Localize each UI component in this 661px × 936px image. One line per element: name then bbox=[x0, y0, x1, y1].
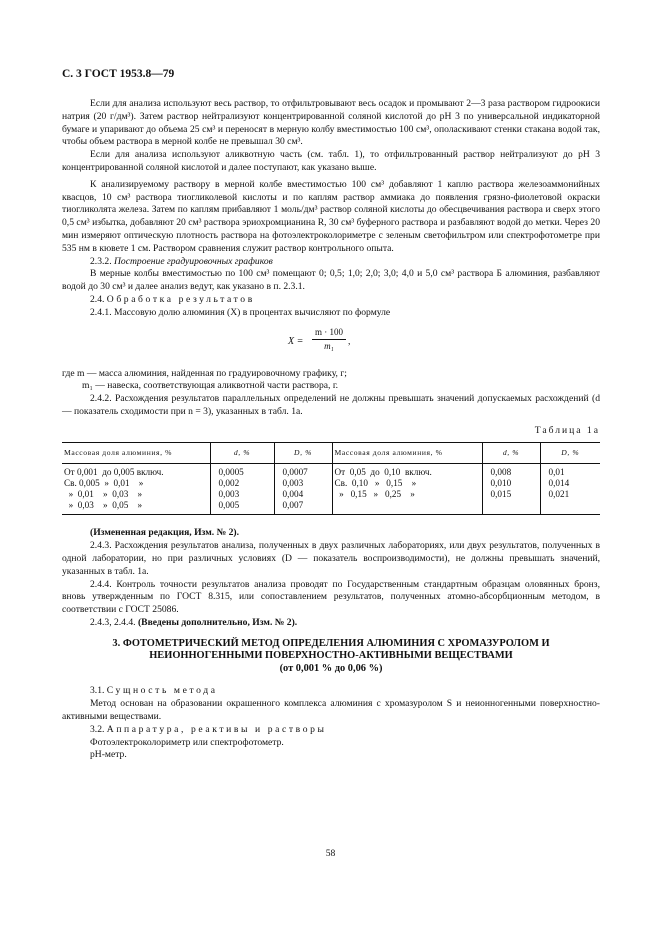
title-line: 3. ФОТОМЕТРИЧЕСКИЙ МЕТОД ОПРЕДЕЛЕНИЯ АЛЮМИНИЯ С ХРОМАЗУРОЛОМ И bbox=[112, 637, 550, 649]
paragraph: Фотоэлектроколориметр или спектрофотометр. bbox=[90, 736, 284, 748]
column-header: Массовая доля алюминия, % bbox=[332, 442, 482, 464]
value: 0,005 bbox=[218, 500, 240, 511]
paragraph: pH-метр. bbox=[90, 749, 127, 761]
value: 0,003 bbox=[218, 489, 240, 500]
value: 0,0005 bbox=[218, 467, 244, 478]
title-line: НЕИОННОГЕННЫМИ ПОВЕРХНОСТНО-АКТИВНЫМИ ВЕЩЕСТВАМИ bbox=[149, 650, 513, 662]
value: 0,010 bbox=[490, 478, 512, 489]
range-line: » 0,01 » 0,03 » bbox=[64, 489, 143, 500]
note-text: (Введены дополнительно, Изм. № 2). bbox=[137, 616, 298, 628]
section-heading-2-3-2 bbox=[62, 256, 600, 269]
value: 0,0007 bbox=[282, 467, 308, 478]
range-line: » 0,15 » 0,25 » bbox=[334, 489, 415, 500]
formula-definitions bbox=[62, 368, 600, 394]
paragraph: Если для анализа используют аликвотную часть (см. табл. 1), то отфильтрованный раствор нейтрализуют до pH 3 концентрированной соляной кислотой и далее поступают, как указано выше. bbox=[62, 149, 600, 173]
table-cell-d-left bbox=[210, 464, 274, 515]
section-number: 2.4.3, 2.4.4. bbox=[90, 616, 136, 628]
value: 0,007 bbox=[282, 500, 304, 511]
section-number: 2.4. bbox=[90, 293, 105, 305]
value: 0,004 bbox=[282, 489, 304, 500]
column-header: D, % bbox=[274, 442, 332, 464]
paragraph: В мерные колбы вместимостью по 100 см³ помещают 0; 0,5; 1,0; 2,0; 3,0; 4,0 и 5,0 см³ раствора Б алюминия, разбавляют водой до 30 см³ и далее анализ ведут, как указано в п. 2.3.1. bbox=[62, 268, 600, 293]
formula-tail: , bbox=[348, 335, 351, 347]
table-caption: Таблица 1а bbox=[534, 424, 600, 436]
section-number: 3.1. bbox=[90, 685, 105, 697]
formula-numerator: m · 100 bbox=[312, 326, 346, 341]
section-number: 3.2. bbox=[90, 723, 105, 735]
section-title: Обработка результатов bbox=[106, 293, 255, 305]
section-title: Построение градуировочных графиков bbox=[114, 255, 273, 267]
range-line: Св. 0,10 » 0,15 » bbox=[334, 478, 417, 489]
formula bbox=[62, 324, 600, 364]
column-header: d, % bbox=[210, 442, 274, 464]
page-header: С. 3 ГОСТ 1953.8—79 bbox=[62, 68, 175, 80]
paragraph: Если для анализа используют весь раствор, то отфильтровывают весь осадок и промывают 2—3 раза раствором гидроокиси натрия (20 г/дм³). Затем раствор нейтрализуют концентрированной соляной кислотой до pH 3 по универсальной индикаторной бумаге и упаривают до объема 25 см³ и переносят в мерную колбу вместимостью 100 см³, ополаскивают стенки стакана водой так, чтобы объем раствора в мерной колбе не превышал 30 см³. bbox=[62, 98, 600, 148]
paragraph: К анализируемому раствору в мерной колбе вместимостью 100 см³ добавляют 1 каплю раствора железоаммонийных квасцов, 10 см³ раствора тиогликолевой кислоты и по каплям раствор аммиака до появления грязно-фиолетовой окраски тиогликолята железа. Затем по каплям прибавляют 1 моль/дм³ раствор соляной кислоты до обесцвечивания раствора и сверх этого 0,5 см³ избытка, добавляют 20 см³ раствора эриохромцианина R, 30 см³ буферного раствора и разбавляют водой до метки. Через 20 мин измеряют оптическую плотность раствора на фотоэлектроколориметре с зеленым светофильтром или спектрофотометре при 535 нм в кювете 1 см. Раствором сравнения служит раствор контрольного опыта. bbox=[62, 178, 600, 254]
paragraph: 2.4.1. Массовую долю алюминия (X) в процентах вычисляют по формуле bbox=[90, 306, 391, 318]
section-heading-3-2 bbox=[62, 724, 600, 737]
table-header-row bbox=[62, 442, 600, 464]
paragraph: 2.4.4. Контроль точности результатов анализа проводят по Государственным стандартным образцам оловянных бронз, вновь утвержденным по ГОСТ 8.315, или сопоставлением результатов, полученных атомно-абсорбционным методом, в соответствии с ГОСТ 25086. bbox=[62, 578, 600, 616]
tolerance-table bbox=[62, 442, 600, 516]
table-cell-range-right bbox=[332, 464, 482, 515]
column-header: D, % bbox=[540, 442, 600, 464]
definition-line: m₁ — навеска, соответствующая аликвотной части раствора, г. bbox=[82, 380, 339, 392]
formula-denominator: m₁ bbox=[324, 341, 334, 352]
section-title: Аппаратура, реактивы и растворы bbox=[106, 723, 327, 735]
value: 0,01 bbox=[548, 467, 565, 478]
range-line: От 0,001 до 0,005 включ. bbox=[64, 467, 164, 478]
section-3-title bbox=[62, 638, 600, 676]
value: 0,015 bbox=[490, 489, 512, 500]
paragraph: 2.4.2. Расхождения результатов параллельных определений не должны превышать значений допускаемых расхождений (d — показатель сходимости при n = 3), указанных в табл. 1а. bbox=[62, 393, 600, 417]
value: 0,021 bbox=[548, 489, 570, 500]
column-header: d, % bbox=[482, 442, 540, 464]
range-line: Св. 0,005 » 0,01 » bbox=[64, 478, 144, 489]
formula-fraction bbox=[312, 326, 346, 354]
range-line: » 0,03 » 0,05 » bbox=[64, 500, 143, 511]
page-number: 58 bbox=[325, 848, 336, 859]
document-body bbox=[62, 98, 600, 762]
table-cell-range-left bbox=[62, 464, 210, 515]
section-heading-3-1 bbox=[62, 685, 600, 698]
value: 0,008 bbox=[490, 467, 512, 478]
table-cell-d-right bbox=[482, 464, 540, 515]
table-row bbox=[62, 464, 600, 515]
section-heading-2-4 bbox=[62, 294, 600, 307]
formula-lhs: X = bbox=[288, 335, 304, 347]
paragraph: Метод основан на образовании окрашенного комплекса алюминия с хромазуролом S и неионногенными поверхностно-активными веществами. bbox=[62, 698, 600, 723]
value: 0,014 bbox=[548, 478, 570, 489]
value: 0,003 bbox=[282, 478, 304, 489]
range-line: От 0,05 до 0,10 включ. bbox=[334, 467, 432, 478]
section-number: 2.3.2. bbox=[90, 255, 112, 267]
definition-line: где m — масса алюминия, найденная по градуировочному графику, г; bbox=[62, 367, 347, 379]
value: 0,002 bbox=[218, 478, 240, 489]
table-cell-D-left bbox=[274, 464, 332, 515]
section-title: Сущность метода bbox=[106, 685, 218, 697]
addition-note bbox=[62, 617, 600, 630]
paragraph: 2.4.3. Расхождения результатов анализа, полученных в двух различных лабораториях, или двух результатов, полученных в одной лаборатории, но при различных условиях (D — показатель воспроизводимости), не должны превышать значений, указанных в табл. 1а. bbox=[62, 540, 600, 577]
table-cell-D-right bbox=[540, 464, 600, 515]
edit-note: (Измененная редакция, Изм. № 2). bbox=[90, 527, 240, 539]
title-line: (от 0,001 % до 0,06 %) bbox=[279, 662, 383, 674]
column-header: Массовая доля алюминия, % bbox=[62, 442, 210, 464]
